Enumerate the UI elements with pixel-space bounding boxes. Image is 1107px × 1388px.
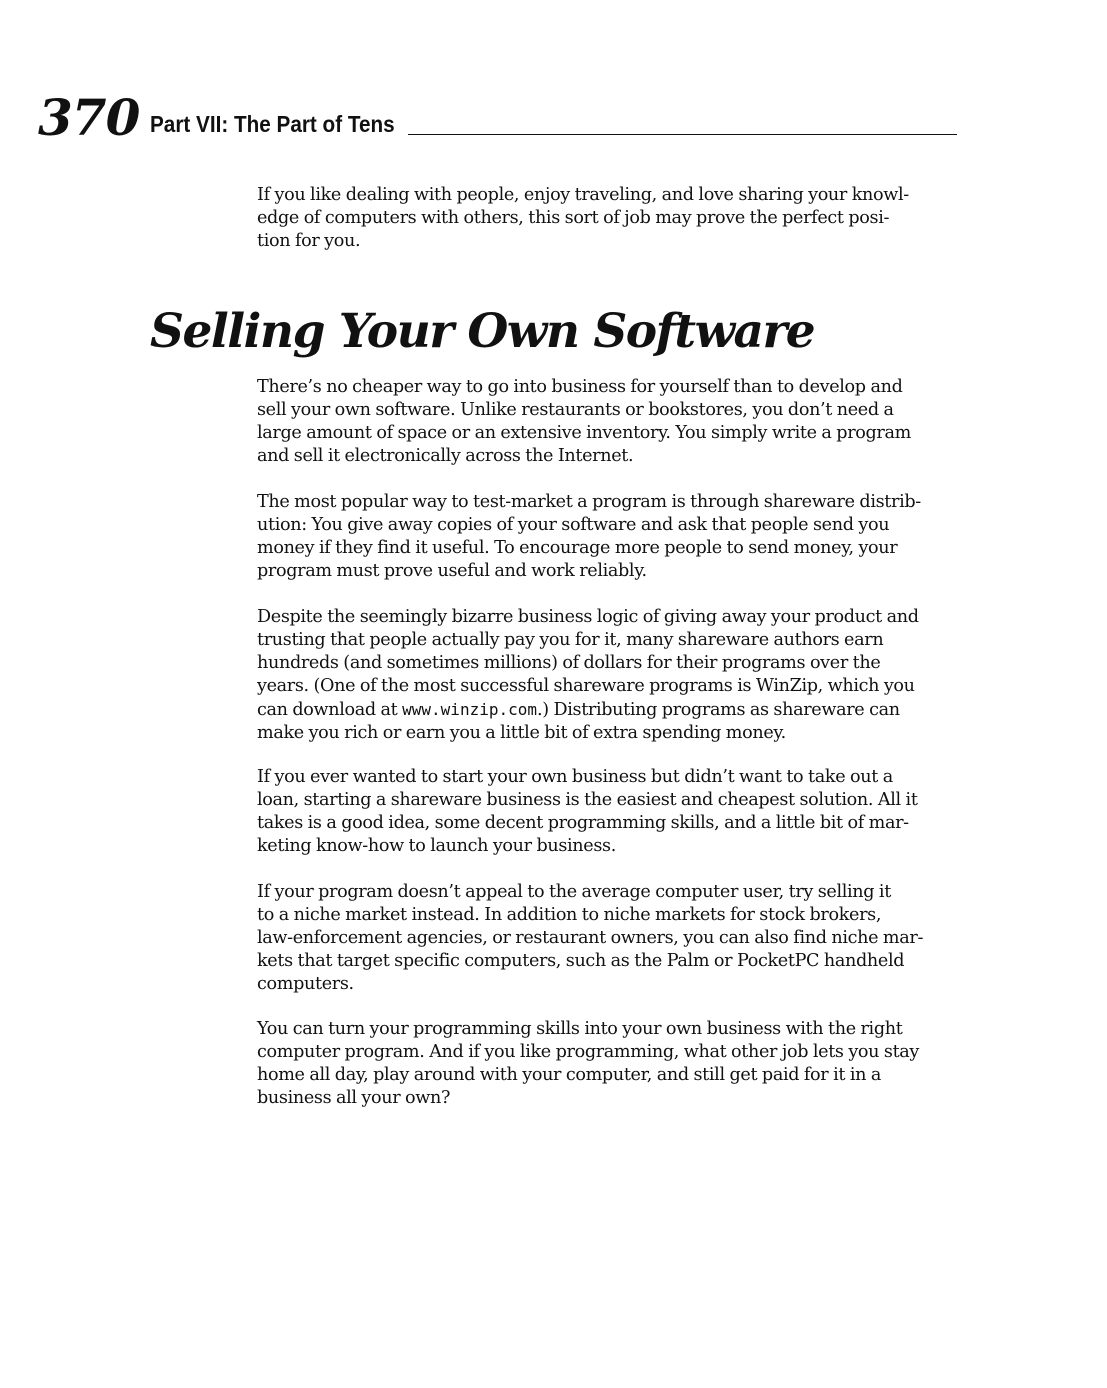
text-line: make you rich or earn you a little bit of extra spending money. [257,723,786,743]
running-head [150,108,957,138]
text-line: and sell it electronically across the Internet. [257,446,634,466]
text-line: tion for you. [257,231,361,251]
text-line: sell your own software. Unlike restaurants or bookstores, you don’t need a [257,400,894,420]
body-paragraph [257,1018,957,1110]
text-line: large amount of space or an extensive inventory. You simply write a program [257,423,911,443]
text-line: home all day, play around with your computer, and still get paid for it in a [257,1065,881,1085]
body-paragraph [257,881,957,996]
text-line: trusting that people actually pay you for it, many shareware authors earn [257,630,884,650]
text-line: hundreds (and sometimes millions) of dollars for their programs over the [257,653,881,673]
text-line: You can turn your programming skills into your own business with the right [257,1019,903,1039]
text-line: The most popular way to test-market a program is through shareware distrib- [257,492,921,512]
text-line: business all your own? [257,1088,451,1108]
page-number: 370 [38,88,140,147]
body-paragraph [257,376,957,468]
text-line: program must prove useful and work reliably. [257,561,647,581]
text-line: money if they find it useful. To encourage more people to send money, your [257,538,898,558]
section-heading: Selling Your Own Software [150,304,815,359]
text-line: computers. [257,974,354,994]
intro-paragraph [257,184,957,253]
text-line: years. (One of the most successful shareware programs is WinZip, which you [257,676,915,696]
text-line: law-enforcement agencies, or restaurant owners, you can also find niche mar- [257,928,924,948]
text-line: edge of computers with others, this sort of job may prove the perfect posi- [257,208,890,228]
text-line: If your program doesn’t appeal to the average computer user, try selling it [257,882,891,902]
running-head-rule [408,134,957,135]
winzip-url: www.winzip.com [402,700,537,719]
text-line: takes is a good idea, some decent programming skills, and a little bit of mar- [257,813,909,833]
text-line: Despite the seemingly bizarre business logic of giving away your product and [257,607,919,627]
text-line: computer program. And if you like programming, what other job lets you stay [257,1042,920,1062]
body-paragraph [257,606,957,745]
text-line: to a niche market instead. In addition to niche markets for stock brokers, [257,905,882,925]
text-line [257,698,957,722]
running-head-title: Part VII: The Part of Tens [150,111,395,137]
text-line: There’s no cheaper way to go into business for yourself than to develop and [257,377,903,397]
body-paragraph [257,766,957,858]
text-line: ution: You give away copies of your software and ask that people send you [257,515,890,535]
inline-text: can download at [257,700,403,720]
inline-text: .) Distributing programs as shareware can [537,700,900,720]
text-line: loan, starting a shareware business is the easiest and cheapest solution. All it [257,790,918,810]
text-line: kets that target specific computers, such as the Palm or PocketPC handheld [257,951,905,971]
text-line: keting know-how to launch your business. [257,836,616,856]
text-line: If you like dealing with people, enjoy traveling, and love sharing your knowl- [257,185,909,205]
body-paragraph [257,491,957,583]
text-line: If you ever wanted to start your own business but didn’t want to take out a [257,767,893,787]
